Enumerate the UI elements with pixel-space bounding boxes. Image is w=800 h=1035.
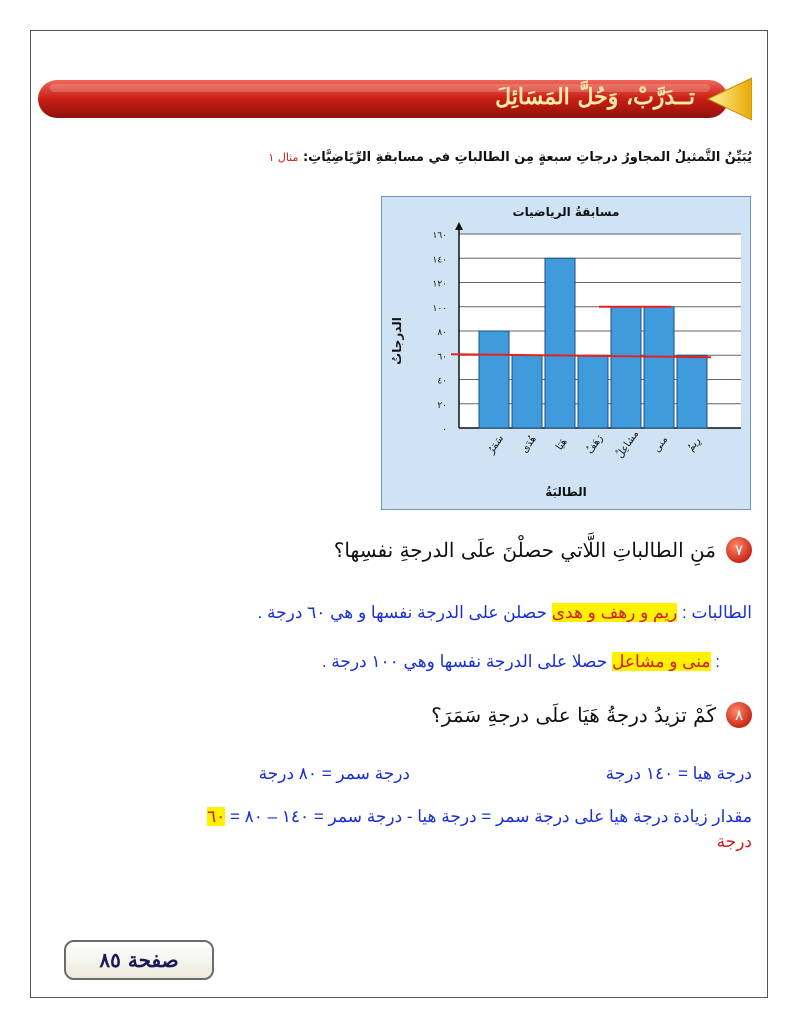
- answer-7-highlight-2: منى و مشاعل: [612, 652, 711, 671]
- haya-score: درجة هيا = ١٤٠ درجة: [605, 764, 752, 783]
- question-8-number: ٨: [726, 702, 752, 728]
- y-tick-label: ١٢٠: [432, 279, 447, 290]
- samar-score: درجة سمر = ٨٠ درجة: [258, 764, 410, 783]
- answer-7-prefix: الطالبات :: [682, 603, 752, 622]
- page-number-box: [64, 940, 214, 980]
- plot-area: [432, 222, 741, 460]
- question-7: [334, 537, 752, 563]
- bar-chart: [381, 196, 751, 510]
- calculation-line: [207, 807, 752, 827]
- answer-7-rest-2: حصلا على الدرجة نفسها وهي ١٠٠ درجة .: [321, 652, 608, 671]
- calculation-unit: درجة: [716, 832, 752, 851]
- page-frame: [30, 30, 768, 998]
- bar: [545, 258, 575, 428]
- question-8: [431, 702, 752, 728]
- calculation-result: ٦٠: [206, 807, 226, 826]
- bar: [512, 355, 542, 428]
- y-tick-label: ٠: [442, 425, 447, 435]
- x-tick-label: رَهَفُ: [584, 433, 606, 457]
- x-tick-label: هُدَى: [519, 433, 539, 456]
- y-tick-label: ١٦٠: [432, 231, 447, 241]
- answer-7-prefix-2: :: [715, 652, 720, 671]
- x-axis-label: الطالبَةُ: [545, 485, 587, 499]
- x-tick-label: رِيمُ: [685, 435, 703, 454]
- answer-7-rest-1: حصلن على الدرجة نفسها و هي ٦٠ درجة .: [257, 603, 548, 622]
- y-axis-label: الدرجاتُ: [390, 317, 404, 365]
- y-tick-label: ١٠٠: [432, 303, 447, 314]
- question-7-number: ٧: [726, 537, 752, 563]
- y-tick-label: ٤٠: [437, 376, 447, 387]
- bar: [677, 355, 707, 428]
- intro-sentence: يُبَيِّنُ التَّمثيلُ المجاورُ درجاتِ سبعةٍ مِن الطالباتِ في مسابقةِ الرِّيَاضِيَّاتِ:: [302, 150, 752, 165]
- y-tick-label: ٢٠: [437, 400, 447, 411]
- x-tick-label: منى: [651, 434, 671, 455]
- bar: [611, 307, 641, 428]
- x-tick-label: هَيَا: [554, 436, 570, 453]
- y-tick-label: ١٤٠: [432, 255, 447, 266]
- answer-7-line-2: [322, 652, 720, 672]
- page-number: صفحة ٨٥: [99, 948, 179, 972]
- bar: [578, 355, 608, 428]
- bar: [644, 307, 674, 428]
- x-tick-label: سَمَرُ: [485, 433, 507, 456]
- example-ref-link[interactable]: مثال ١: [268, 151, 299, 164]
- y-tick-label: ٨٠: [437, 328, 447, 338]
- y-tick-label: ٦٠: [437, 352, 447, 363]
- section-title: تــدَرَّبْ، وَحُلَّ المَسَائِلَ: [495, 84, 695, 110]
- x-tick-label: مشاعِلُ: [614, 428, 642, 461]
- bar: [479, 331, 509, 428]
- question-7-text: مَنِ الطالباتِ اللَّاتي حصلْنَ علَى الدرجةِ نفسِها؟: [333, 538, 716, 562]
- intro-text: [268, 150, 752, 165]
- question-8-text: كَمْ تزيدُ درجةُ هَيَا علَى درجةِ سَمَرَ؟: [431, 703, 716, 727]
- answer-7-line-1: [258, 603, 752, 623]
- calculation-text: مقدار زيادة درجة هيا على درجة سمر = درجة هيا - درجة سمر = ١٤٠ – ٨٠ =: [229, 807, 752, 826]
- answer-7-highlight-1: ريم و رهف و هدى: [551, 603, 678, 622]
- chart-title: مسابقةُ الرياضيات: [512, 205, 620, 219]
